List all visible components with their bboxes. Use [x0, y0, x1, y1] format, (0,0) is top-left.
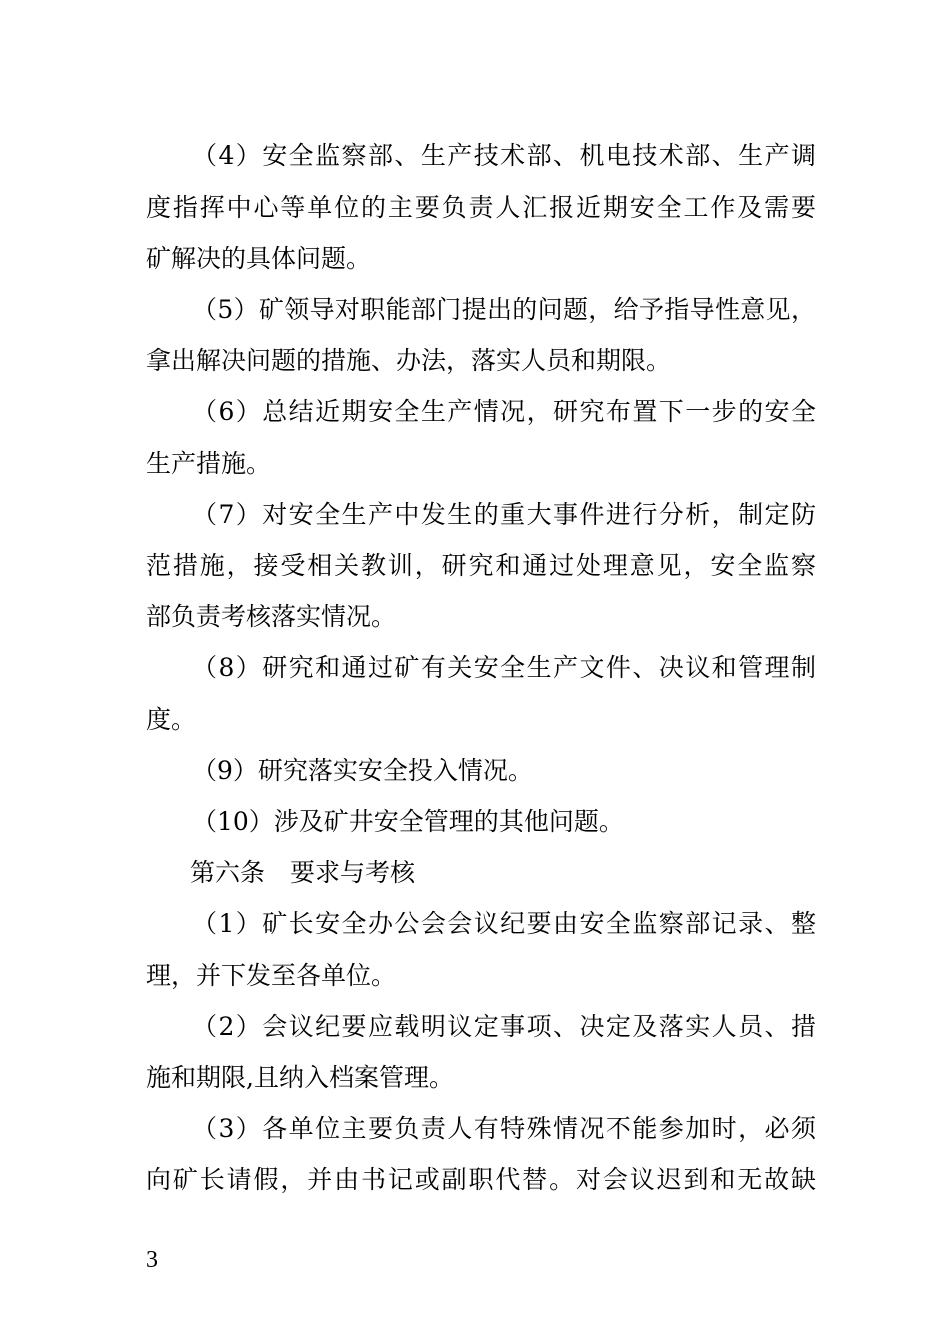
paragraph-line: （8）研究和通过矿有关安全生产文件、决议和管理制	[192, 653, 816, 682]
paragraph-line: （3）各单位主要负责人有特殊情况不能参加时，必须	[192, 1114, 816, 1143]
paragraph-line: （9）研究落实安全投入情况。	[192, 756, 533, 785]
paragraph-line: 矿解决的具体问题。	[146, 244, 372, 273]
paragraph-line: 理，并下发至各单位。	[146, 961, 397, 990]
paragraph-line: 拿出解决问题的措施、办法，落实人员和期限。	[146, 346, 672, 375]
paragraph-line: 生产措施。	[146, 449, 272, 478]
paragraph-line: 施和期限,且纳入档案管理。	[146, 1063, 454, 1092]
paragraph-line: （1）矿长安全办公会会议纪要由安全监察部记录、整	[192, 909, 816, 938]
paragraph-line: （2）会议纪要应载明议定事项、决定及落实人员、措	[192, 1012, 816, 1041]
paragraph-line: 向矿长请假，并由书记或副职代替。对会议迟到和无故缺	[146, 1165, 816, 1194]
paragraph-line: （5）矿领导对职能部门提出的问题，给予指导性意见，	[192, 295, 816, 324]
page-number: 3	[146, 1247, 158, 1273]
paragraph-line: 度指挥中心等单位的主要负责人汇报近期安全工作及需要	[146, 193, 816, 222]
paragraph-line: （6）总结近期安全生产情况，研究布置下一步的安全	[192, 397, 816, 426]
article-heading: 第六条 要求与考核	[190, 858, 416, 887]
paragraph-line: 部负责考核落实情况。	[146, 602, 397, 631]
paragraph-line: （10）涉及矿井安全管理的其他问题。	[192, 807, 624, 836]
paragraph-line: 范措施，接受相关教训，研究和通过处理意见，安全监察	[146, 551, 816, 580]
paragraph-line: （7）对安全生产中发生的重大事件进行分析，制定防	[192, 500, 816, 529]
paragraph-line: （4）安全监察部、生产技术部、机电技术部、生产调	[192, 141, 816, 170]
paragraph-line: 度。	[146, 705, 197, 734]
